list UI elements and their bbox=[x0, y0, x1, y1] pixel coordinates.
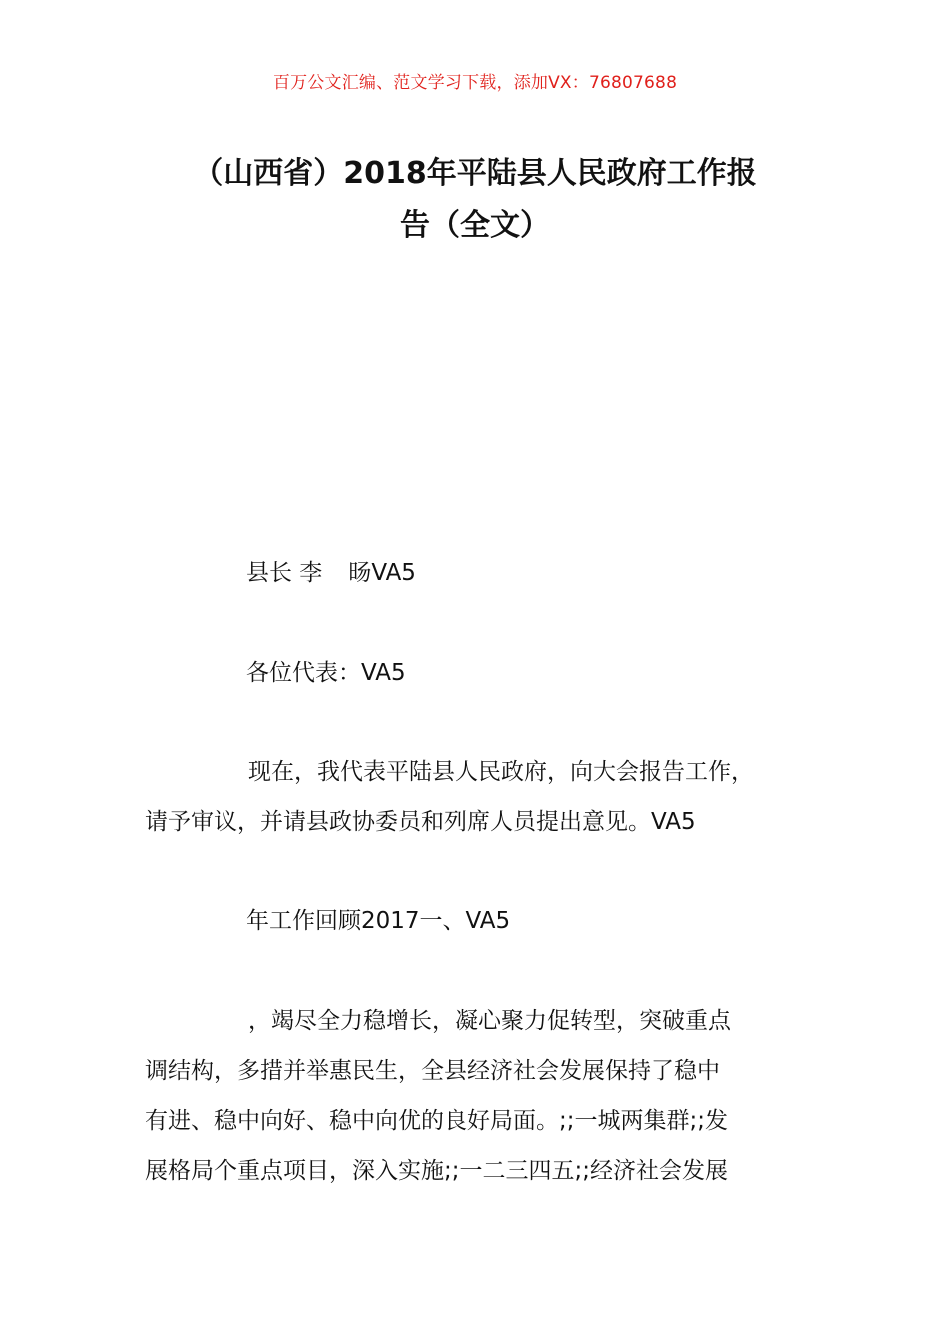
document-title bbox=[130, 148, 820, 252]
intro-line-2: 请予审议，并请县政协委员和列席人员提出意见。VA5 bbox=[145, 809, 696, 835]
author-line bbox=[246, 548, 416, 598]
author-prefix: 县长 李 bbox=[246, 560, 323, 586]
review-line-2: 调结构，多措并举惠民生，全县经济社会发展保持了稳中 bbox=[145, 1058, 720, 1084]
review-line-1: ，竭尽全力稳增长，凝心聚力促转型，突破重点 bbox=[248, 1008, 731, 1034]
title-line-1: （山西省）2018年平陆县人民政府工作报 bbox=[193, 156, 757, 191]
header-watermark-note: 百万公文汇编、范文学习下载，添加VX：76807688 bbox=[272, 73, 678, 93]
intro-line-1: 现在，我代表平陆县人民政府，向大会报告工作， bbox=[248, 759, 754, 785]
review-line-4: 展格局个重点项目，深入实施;;一二三四五;;经济社会发展 bbox=[145, 1158, 728, 1184]
review-line-3: 有进、稳中向好、稳中向优的良好局面。;;一城两集群;;发 bbox=[145, 1108, 728, 1134]
author-name: 旸VA5 bbox=[348, 560, 416, 586]
salutation: 各位代表：VA5 bbox=[246, 660, 406, 686]
section-heading: 年工作回顾2017一、VA5 bbox=[246, 908, 511, 934]
intro-paragraph bbox=[145, 747, 845, 847]
title-line-2: 告（全文） bbox=[400, 208, 550, 243]
review-paragraph bbox=[145, 996, 845, 1196]
